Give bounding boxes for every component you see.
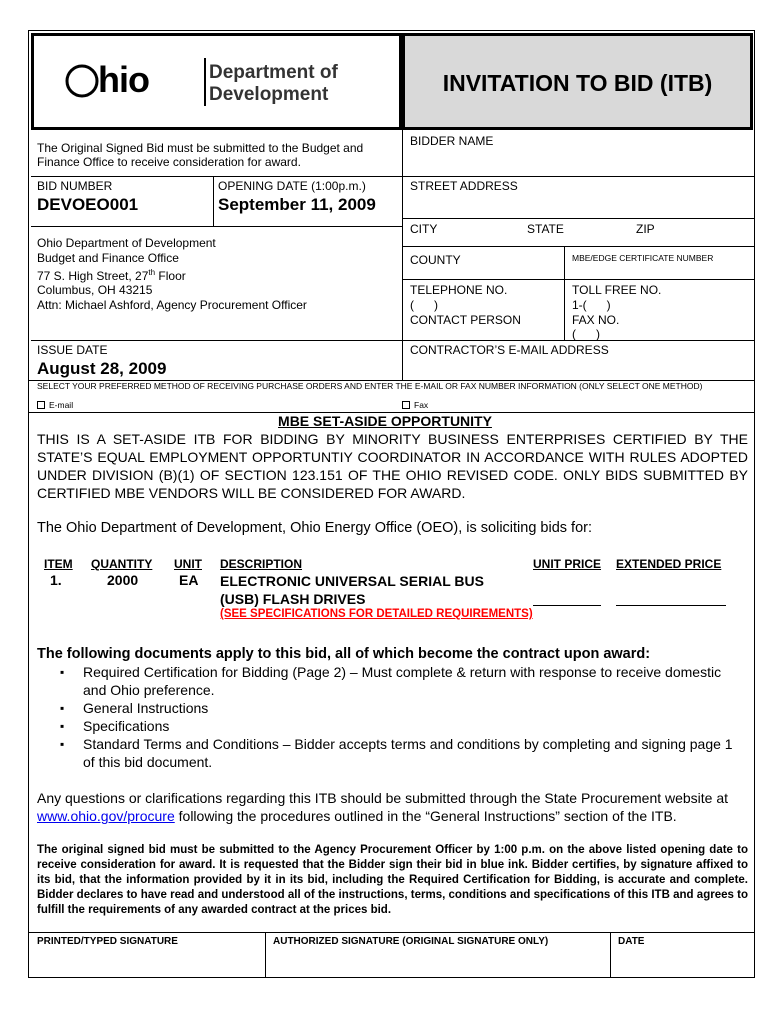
bid-number-value: DEVOEO001 [37, 195, 139, 214]
address-floor: Floor [155, 268, 186, 283]
opening-date-value: September 11, 2009 [218, 195, 376, 214]
col-header-extended-price: EXTENDED PRICE [616, 557, 722, 571]
final-note: The original signed bid must be submitted to the Agency Procurement Officer by 1:00 p.m. on the above listed opening date to receive consideration for award. It is requested that the Bidder sign their bid in blue ink. Bidder certifies, by signature affixed to its bid, that the information provided by it in its bid, including the Required Certification for Bidding, is accurate and complete. Bidder declares to have read and understood all of the instructions, terms, conditions and specifications of this ITB and agrees to fulfill the requirements of any awarded contract at the prices bid. [37, 844, 748, 916]
item-description-line: (USB) FLASH DRIVES [220, 591, 366, 607]
toll-free-field[interactable]: TOLL FREE NO. [572, 283, 662, 297]
email-checkbox[interactable] [37, 401, 45, 409]
col-header-unit-price: UNIT PRICE [533, 557, 602, 571]
toll-free-area-code: 1-( ) [572, 298, 611, 312]
city-field[interactable]: CITY [410, 222, 438, 236]
dept-line-2: Development [209, 84, 329, 105]
col-header-unit: UNIT [174, 557, 202, 571]
form-border [28, 30, 755, 978]
fax-option[interactable] [402, 400, 428, 410]
title-box [402, 33, 753, 130]
state-field[interactable]: STATE [527, 222, 564, 236]
issue-date-label: ISSUE DATE [37, 343, 108, 357]
bid-number-label: BID NUMBER [37, 179, 113, 193]
divider [31, 226, 402, 227]
opening-date-label: OPENING DATE (1:00p.m.) [218, 179, 366, 193]
bidder-name-field[interactable]: BIDDER NAME [410, 134, 494, 148]
address-line: Ohio Department of Development [37, 236, 216, 250]
item-description-line: ELECTRONIC UNIVERSAL SERIAL BUS [220, 573, 484, 589]
list-item: ▪ Standard Terms and Conditions – Bidder accepts terms and conditions by completing and signing page 1 of this bid document. [37, 735, 748, 771]
dept-line-1: Department of [209, 62, 338, 83]
address-line: Attn: Michael Ashford, Agency Procurement Officer [37, 298, 307, 313]
extended-price-blank[interactable] [616, 605, 726, 606]
agency-address [37, 236, 307, 313]
divider [402, 279, 755, 280]
item-unit: EA [179, 572, 199, 588]
questions-text [37, 789, 748, 825]
fax-field[interactable]: FAX NO. [572, 313, 620, 327]
fax-checkbox[interactable] [402, 401, 410, 409]
email-field[interactable]: CONTRACTOR’S E-MAIL ADDRESS [410, 343, 609, 357]
divider [31, 176, 402, 177]
unit-price-blank[interactable] [533, 605, 601, 606]
procurement-link[interactable]: www.ohio.gov/procure [37, 808, 175, 824]
divider [402, 176, 755, 177]
department-logo-text [209, 62, 338, 106]
item-number: 1. [50, 572, 62, 588]
item-description [220, 572, 484, 608]
authorized-signature-field[interactable]: AUTHORIZED SIGNATURE (ORIGINAL SIGNATURE ONLY) [273, 936, 549, 947]
email-option[interactable] [37, 400, 73, 410]
divider [28, 932, 755, 933]
address-line [37, 266, 307, 284]
logo-divider [204, 58, 206, 106]
telephone-area-code: ( ) [410, 298, 438, 312]
fax-option-label: Fax [414, 400, 429, 410]
ohio-logo-text: hio [98, 59, 149, 100]
address-line: Budget and Finance Office [37, 250, 179, 265]
col-header-item: ITEM [44, 557, 73, 571]
address-street: 77 S. High Street, 27 [37, 268, 149, 283]
divider [213, 176, 214, 226]
logo-box [31, 33, 402, 130]
documents-list [37, 663, 748, 771]
issue-date-value: August 28, 2009 [37, 359, 167, 378]
contact-person-field[interactable]: CONTACT PERSON [410, 313, 521, 327]
divider [31, 340, 402, 341]
date-field[interactable]: DATE [618, 936, 645, 947]
divider [610, 932, 611, 978]
list-item: ▪ Required Certification for Bidding (Page 2) – Must complete & return with response to receive domestic and Ohio preference. [37, 663, 748, 699]
street-address-field[interactable]: STREET ADDRESS [410, 179, 518, 193]
divider [402, 246, 755, 247]
item-quantity: 2000 [107, 572, 139, 588]
divider [402, 218, 755, 219]
submission-note: The Original Signed Bid must be submitted to the Budget and Finance Office to receive consideration for award. [37, 141, 364, 169]
ohio-logo [64, 58, 214, 102]
method-instruction: SELECT YOUR PREFERRED METHOD OF RECEIVING PURCHASE ORDERS AND ENTER THE E-MAIL OR FAX NUMBER INFORMATION (ONLY SELECT ONE METHOD) [37, 381, 703, 391]
setaside-text: THIS IS A SET-ASIDE ITB FOR BIDDING BY MINORITY BUSINESS ENTERPRISES CERTIFIED BY THE STATE’S EQUAL EMPLOYMENT OPPORTUNTIY COORDINATOR IN ACCORDANCE WITH RULES ADOPTED UNDER DIVISION (B)(1) OF SECTION 123.151 OF THE OHIO REVISED CODE. ONLY BIDS SUBMITTED BY CERTIFIED MBE VENDORS WILL BE CONSIDERED FOR AWARD. [37, 431, 748, 501]
documents-heading: The following documents apply to this bid, all of which become the contract upon award: [37, 646, 651, 662]
telephone-field[interactable]: TELEPHONE NO. [410, 283, 508, 297]
divider [564, 246, 565, 340]
col-header-description: DESCRIPTION [220, 557, 303, 571]
list-item: ▪ General Instructions [37, 699, 748, 717]
col-header-quantity: QUANTITY [91, 557, 153, 571]
setaside-title: MBE SET-ASIDE OPPORTUNITY [278, 413, 492, 429]
page-title: INVITATION TO BID (ITB) [442, 70, 713, 96]
fax-area-code: ( ) [572, 327, 600, 341]
soliciting-text: The Ohio Department of Development, Ohio Energy Office (OEO), is soliciting bids for: [37, 520, 592, 536]
specifications-note: (SEE SPECIFICATIONS FOR DETAILED REQUIREMENTS) [220, 608, 533, 620]
divider [402, 130, 403, 380]
address-line: Columbus, OH 43215 [37, 283, 153, 298]
questions-text-start: Any questions or clarifications regarding this ITB should be submitted through the State Procurement website at [37, 790, 729, 806]
address-floor-suffix: th [148, 267, 156, 277]
divider [265, 932, 266, 978]
questions-text-end: following the procedures outlined in the “General Instructions” section of the ITB. [174, 808, 677, 824]
printed-signature-field[interactable]: PRINTED/TYPED SIGNATURE [37, 936, 178, 947]
email-option-label: E-mail [49, 400, 74, 410]
zip-field[interactable]: ZIP [636, 222, 655, 236]
county-field[interactable]: COUNTY [410, 253, 461, 267]
mbe-certificate-field[interactable]: MBE/EDGE CERTIFICATE NUMBER [572, 253, 714, 263]
list-item: ▪ Specifications [37, 717, 748, 735]
